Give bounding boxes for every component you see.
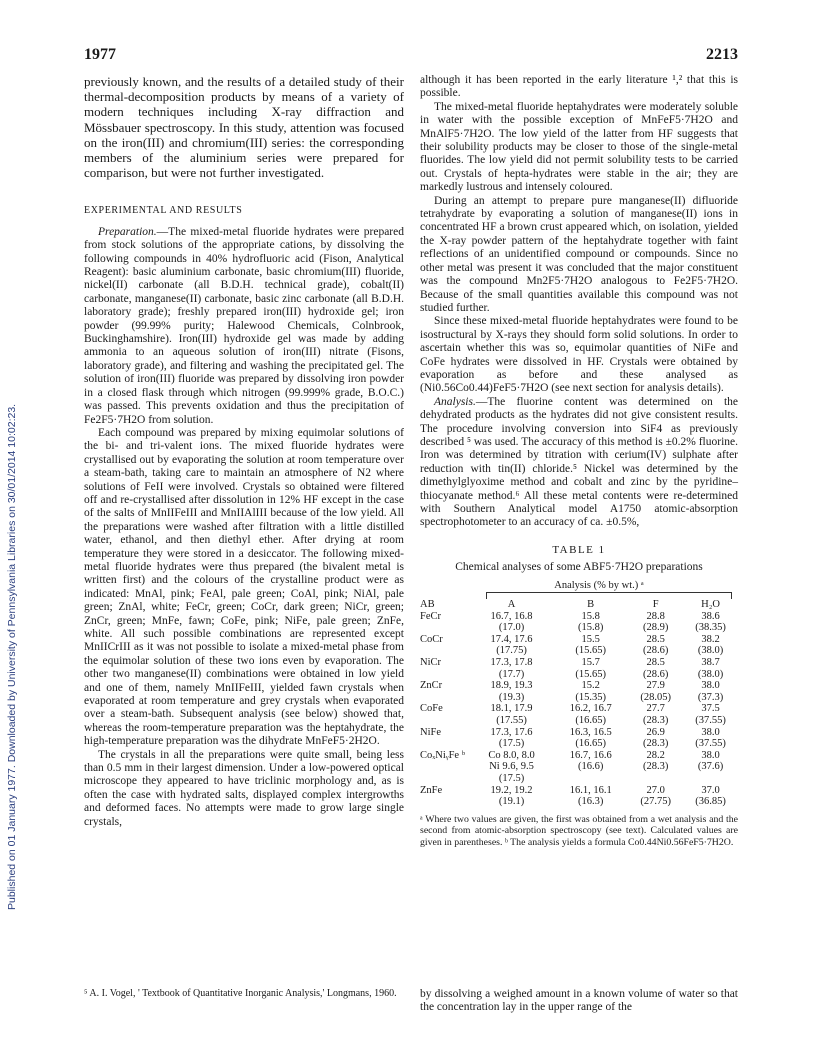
preparation-paragraph <box>84 226 404 427</box>
table-header-row <box>420 599 738 611</box>
page-year: 1977 <box>84 46 116 63</box>
table-cell: (28.3) <box>643 738 669 750</box>
table-cell: (36.85) <box>695 796 726 808</box>
table-cell: Ni 9.6, 9.5 <box>489 761 534 773</box>
table-cell: 37.5 <box>701 703 720 715</box>
table-cell: 15.5 <box>581 633 600 645</box>
table-cell <box>420 773 470 785</box>
table-cell <box>420 715 470 727</box>
table-cell: 27.0 <box>646 784 665 796</box>
table-cell: (17.7) <box>498 668 525 680</box>
table-row <box>420 750 738 762</box>
table-cell: 16.1, 16.1 <box>569 784 612 796</box>
table-cell: 38.7 <box>701 657 720 668</box>
table-header-cell: B <box>587 599 595 611</box>
table-cell: 27.9 <box>646 680 665 692</box>
table-cell: 38.0 <box>701 680 720 692</box>
table-cell: (19.1) <box>498 796 525 808</box>
table-cell <box>420 622 470 634</box>
table-cell: (16.65) <box>575 738 606 750</box>
table-body <box>420 611 738 808</box>
table-row <box>420 680 738 692</box>
table-cell: (17.5) <box>498 738 525 750</box>
table-header-cell: H₂O <box>701 599 720 611</box>
table-caption: Chemical analyses of some ABF5·7H2O preparations <box>455 561 703 574</box>
table-row <box>420 703 738 715</box>
section-heading: EXPERIMENTAL AND RESULTS <box>84 205 243 217</box>
table-row <box>420 657 738 669</box>
table-row <box>420 773 738 785</box>
table-cell: (28.3) <box>643 761 669 773</box>
table-cell: 26.9 <box>646 726 665 738</box>
analysis-label: Analysis. <box>434 395 476 408</box>
table-cell: 16.2, 16.7 <box>569 703 612 715</box>
paragraph-2: Each compound was prepared by mixing equimolar solutions of the bi- and tri-valent ions. The mixed fluoride hydrates were crystallised out by evaporating the solution at room temperature over a steam-bath, taking care to maintain an atmosphere of N2 where solutions of FeII were involved. Crystals so obtained were filtered off and re-crystallised after dissolution in 12% HF except in the case of the salts of MnIIFeIII and MnIIAlIII because of the low yield. All the preparations were washed after filtration with a little distilled water, ethanol, and then diethyl ether. After drying at room temperature they were stored in a desiccator. The following mixed-metal fluoride hydrates were thus prepared (the bivalent metal is written first) and the colours of the crystalline product were as indicated: MnAl, pink; FeAl, pale green; CoAl, pink; NiAl, pale green; ZnAl, white; FeCr, green; CoCr, dark green; NiCr, green; ZnCr, green; MnFe, fawn; CoFe, pink; NiFe, pale green; ZnFe, white. All such possible combinations are represented except MnIICrIII as it was not possible to isolate a mixed-metal phase from the equimolar solution of these two ions even by evaporation. The other two manganese(II) combinations were obtained in low yield and one of them, namely MnIIFeIII, yielded fawn crystals when evaporated at room temperature and grey crystals when evaporated over a steam-bath. Subsequent analysis (see below) showed that, whereas the room-temperature preparation was the heptahydrate, the high-temperature preparation was the dihydrate MnFeF5·2H2O. <box>84 426 404 748</box>
table-cell: (28.05) <box>640 691 672 703</box>
table-cell <box>420 645 470 657</box>
table-cell <box>420 796 470 808</box>
table-row <box>420 785 738 797</box>
table-cell: 16.7, 16.6 <box>569 749 612 761</box>
table-cell: (28.6) <box>643 645 669 657</box>
table-row <box>420 727 738 739</box>
table-row <box>420 692 738 704</box>
table-cell: 17.3, 17.8 <box>490 657 533 668</box>
table-row <box>420 611 738 623</box>
table-cell: NiFe <box>420 726 441 738</box>
table-cell <box>683 773 738 785</box>
table-cell: (19.3) <box>498 691 525 703</box>
table-cell: 16.3, 16.5 <box>569 726 612 738</box>
table-title: TABLE 1 <box>552 543 606 556</box>
intro-paragraph: previously known, and the results of a detailed study of their thermal-decomposition products by means of a variety of modern techniques including X-ray diffraction and Mössbauer spectroscopy. In this study, attention was focused on the iron(III) and chromium(III) series: the corresponding members of the aluminium series were prepared for comparison, but were not further investigated. <box>84 74 404 181</box>
table-cell: 28.2 <box>646 749 665 761</box>
right-column <box>420 74 738 849</box>
right-paragraph-1: although it has been reported in the early literature ¹,² that this is possible. <box>420 74 738 100</box>
table-row <box>420 645 738 657</box>
table-row <box>420 796 738 808</box>
table-cell: (37.6) <box>697 761 724 773</box>
analysis-table <box>420 599 738 808</box>
table-cell: 15.8 <box>581 610 600 622</box>
table-cell: (37.55) <box>695 738 726 750</box>
table-cell: (37.3) <box>697 691 724 703</box>
table-cell: 38.0 <box>701 726 720 738</box>
table-cell: CoₓNiᵧFe ᵇ <box>420 749 465 761</box>
table-cell: FeCr <box>420 610 441 622</box>
table-header-cell: F <box>652 599 659 611</box>
table-cell: (15.65) <box>575 668 606 680</box>
table-cell: CoFe <box>420 703 443 715</box>
table-cell: (28.3) <box>643 714 669 726</box>
footnote: ⁵ A. I. Vogel, ' Textbook of Quantitative Inorganic Analysis,' Longmans, 1960. <box>84 988 397 999</box>
table-row <box>420 761 738 773</box>
table-cell: ZnFe <box>420 784 443 796</box>
download-notice[interactable]: Published on 01 January 1977. Downloaded by University of Pennsylvania Libraries on 30/01/2014 10:02:23. <box>6 403 18 910</box>
page-number: 2213 <box>706 46 738 63</box>
preparation-label: Preparation. <box>98 225 157 238</box>
table-cell: 28.8 <box>646 610 665 622</box>
table-cell: ZnCr <box>420 680 443 692</box>
table-cell: (16.6) <box>578 761 604 773</box>
table-cell: 18.1, 17.9 <box>490 703 533 715</box>
table-row <box>420 669 738 681</box>
table-cell: (17.5) <box>498 772 525 784</box>
table-cell: 38.2 <box>701 633 720 645</box>
table-cell: 38.6 <box>701 610 720 622</box>
preparation-text: —The mixed-metal fluoride hydrates were prepared from stock solutions of the appropriate cations, by dissolving the following compounds in 40% hydrofluoric acid (Fison, Analytical Reagent): basic aluminium carbonate, basic chromium(III) fluoride, nickel(II) carbonate (all B.D.H. technical grade), cobalt(II) carbonate, manganese(II) carbonate, basic zinc carbonate (all B.D.H. laboratory grade); freshly prepared iron(III) hydroxide gel; iron powder (99.99% purity; Halewood Chemicals, Colnbrook, Buckinghamshire). Iron(III) hydroxide gel was made by adding ammonia to an aqueous solution of iron(III) nitrate (Fisons, laboratory grade), and filtering and washing the precipitated gel. The solution of iron(III) fluoride was prepared by dissolving iron powder in a closed flask through which nitrogen (99.999% grade, B.O.C.) was passed. This prevents oxidation and thus the precipitation of Fe2F5·7H2O from solution. <box>84 225 404 426</box>
table-brace <box>486 592 732 599</box>
table-cell: CoCr <box>420 633 443 645</box>
table-cell: (37.55) <box>695 714 726 726</box>
left-column <box>84 74 404 829</box>
analysis-text: —The fluorine content was determined on the dehydrated products as the hydrates did not give consistent results. The procedure involving conversion into SiF4 as previously described ⁵ was used. The accuracy of this method is ±0.2% fluorine. Iron was determined by titration with cerium(IV) sulphate after reduction with tin(II) chloride.⁵ Nickel was determined by the dimethylglyoxime method and cobalt and zinc by the pyridine–thiocyanate method.⁶ All these metal contents were re-determined with Southern Analytical model A1750 atomic-absorption spectrophotometer to an accuracy of ca. ±0.5%, <box>420 395 738 529</box>
table-note: ᵃ Where two values are given, the first was obtained from a wet analysis and the second from atomic-absorption spectroscopy (see text). Calculated values are given in parentheses. ᵇ The analysis yields a formula Co0.44Ni0.56FeF5·7H2O. <box>420 813 738 848</box>
table-cell: (27.75) <box>640 796 672 808</box>
table-cell: 16.7, 16.8 <box>490 610 533 622</box>
table-cell: 17.4, 17.6 <box>490 633 533 645</box>
table-cell: (17.0) <box>498 622 525 634</box>
right-paragraph-3: During an attempt to prepare pure manganese(II) difluoride tetrahydrate by evaporating a solution of manganese(II) ions in concentrated HF a brown crust appeared which, on isolation, yielded the X-ray powder pattern of the heptahydrate together with faint reflections of an unidentified compound or compounds. Since no other metal was present it was concluded that the major constituent was the compound Mn2F5·7H2O analogous to Fe2F5·7H2O. Because of the small quantities available this compound was not studied further. <box>420 194 738 314</box>
table-cell: NiCr <box>420 657 441 668</box>
table-row <box>420 622 738 634</box>
table-header-cell: AB <box>420 599 435 611</box>
table-cell: (15.8) <box>578 622 604 634</box>
table-cell: 15.7 <box>581 657 600 668</box>
table-cell <box>420 738 470 750</box>
table-cell: (28.6) <box>643 668 669 680</box>
table-cell: 18.9, 19.3 <box>490 680 533 692</box>
table-cell <box>628 773 683 785</box>
table-cell: (38.0) <box>697 668 724 680</box>
table-cell: (38.35) <box>695 622 726 634</box>
table-cell: 19.2, 19.2 <box>490 784 533 796</box>
table-cell: 28.5 <box>646 633 665 645</box>
paragraph-3: The crystals in all the preparations were quite small, being less than 0.5 mm in their largest dimension. Under a low-powered optical microscope they appeared to have triclinic morphology and, as is often the case with hydrated salts, displayed complex intergrowths and deformed faces. No attempts were made to grow large single crystals, <box>84 748 404 828</box>
table-subheading: Analysis (% by wt.) ᵃ <box>554 579 644 591</box>
download-sidebar <box>4 150 24 910</box>
table-cell: (16.3) <box>578 796 604 808</box>
table-cell <box>420 669 470 681</box>
table-cell: 15.2 <box>581 680 600 692</box>
table-cell: 17.3, 17.6 <box>490 726 533 738</box>
table-row <box>420 634 738 646</box>
table-cell: (15.35) <box>575 691 606 703</box>
right-paragraph-4: Since these mixed-metal fluoride heptahydrates were found to be isostructural by X-rays they should form solid solutions. In order to ascertain whether this was so, equimolar quantities of NiFe and CoFe hydrates were dissolved in HF. Crystals were obtained by evaporation as before and these analysed as (Ni0.56Co0.44)FeF5·7H2O (see next section for analysis details). <box>420 315 738 395</box>
table-header-cell: A <box>507 599 516 611</box>
table-row <box>420 715 738 727</box>
table-cell <box>420 761 470 773</box>
table-cell: (17.55) <box>496 714 527 726</box>
table-cell: (38.0) <box>697 645 724 657</box>
table-cell: 27.7 <box>646 703 665 715</box>
table-cell <box>553 773 628 785</box>
table-cell: (17.75) <box>496 645 527 657</box>
table-row <box>420 738 738 750</box>
table-cell: 37.0 <box>701 784 720 796</box>
analysis-paragraph <box>420 396 738 530</box>
table-cell: 28.5 <box>646 657 665 668</box>
continuation-text: by dissolving a weighed amount in a known volume of water so that the concentration lay in the upper range of the <box>420 988 738 1014</box>
table-cell: (15.65) <box>575 645 606 657</box>
table-1 <box>420 544 738 849</box>
table-cell: (28.9) <box>643 622 669 634</box>
table-cell: (16.65) <box>575 714 606 726</box>
table-cell <box>420 692 470 704</box>
table-cell: Co 8.0, 8.0 <box>488 749 535 761</box>
table-cell: 38.0 <box>701 749 720 761</box>
right-paragraph-2: The mixed-metal fluoride heptahydrates were moderately soluble in water with the possible exception of MnFeF5·7H2O and MnAlF5·7H2O. The low yield of the latter from HF suggests that their solubility products may be closer to those of the single-metal fluorides. The low yield did not permit solubility tests to be carried out. Crystals of hepta-hydrates were stable in the air; they are markedly lustrous and intensely coloured. <box>420 100 738 194</box>
